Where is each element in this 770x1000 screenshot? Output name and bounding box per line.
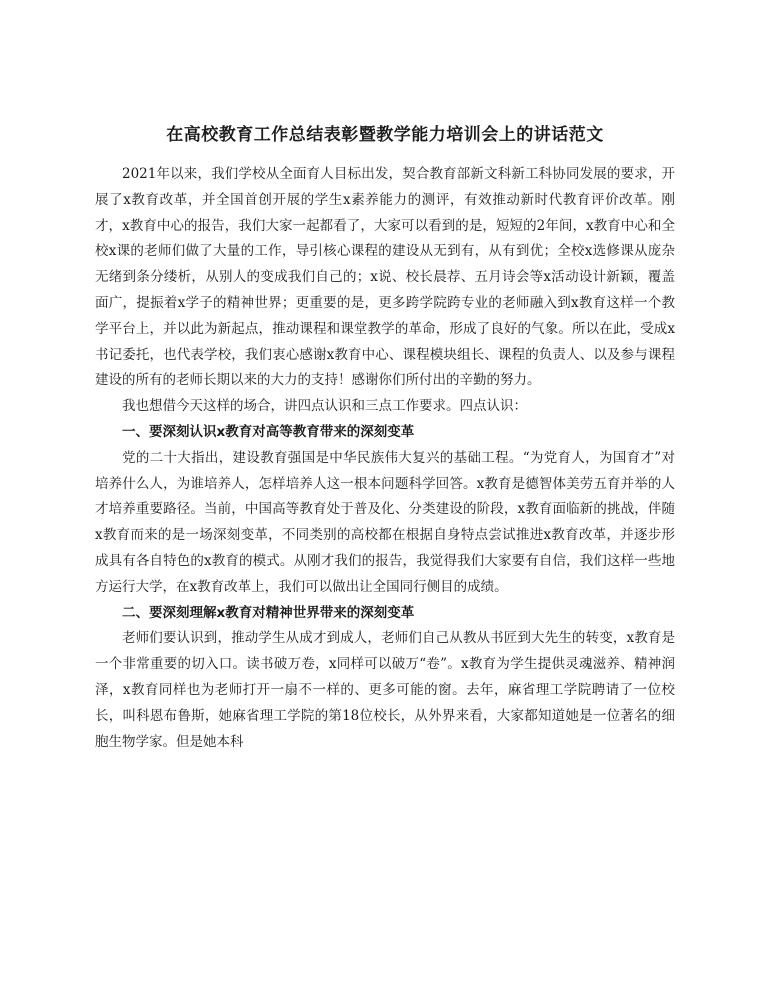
section-paragraph-2: 老师们要认识到，推动学生从成才到成人，老师们自己从教从书匠到大先生的转变，x教育是一个非常重要的切入口。读书破万卷，x同样可以破万“卷”。x教育为学生提供灵魂滋养、精神润泽，x教育同样也为老师打开一扇不一样的、更多可能的窗。去年，麻省理工学院聘请了一位校长，叫科恩布鲁斯，她麻省理工学院的第18位校长，从外界来看，大家都知道她是一位著名的细胞生物学家。但是她本科: [95, 630, 675, 750]
paragraph-intro: 2021年以来，我们学校从全面育人目标出发，契合教育部新文科新工科协同发展的要求，开展了x教育改革，并全国首创开展的学生x素养能力的测评，有效推动新时代教育评价改革。刚才，x教育中心的报告，我们大家一起都看了，大家可以看到的是，短短的2年间，x教育中心和全校x课的老师们做了大量的工作，导引核心课程的建设从无到有，从有到优；全校x选修课从庞杂无绪到条分缕析，从别人的变成我们自己的；x说、校长晨荐、五月诗会等x活动设计新颖，覆盖面广，提振着x学子的精神世界；更重要的是，更多跨学院跨专业的老师融入到x教育这样一个教学平台上，并以此为新起点，推动课程和课堂教学的革命，形成了良好的气象。所以在此，受成x书记委托，也代表学校，我们衷心感谢x教育中心、课程模块组长、课程的负责人、以及参与课程建设的所有的老师长期以来的大力的支持！感谢你们所付出的辛勤的努力。: [95, 166, 675, 389]
document-title: 在高校教育工作总结表彰暨教学能力培训会上的讲话范文: [166, 125, 604, 145]
section-heading-2: 二、要深刻理解x教育对精神世界带来的深刻变革: [122, 604, 415, 621]
section-paragraph-1: 党的二十大指出，建设教育强国是中华民族伟大复兴的基础工程。“为党育人，为国育才”对培养什么人，为谁培养人，怎样培养人这一根本问题科学回答。x教育是德智体美劳五育并举的人才培养重要路径。当前，中国高等教育处于普及化、分类建设的阶段，x教育面临新的挑战，伴随x教育而来的是一场深刻变革，不同类别的高校都在根据自身特点尝试推进x教育改革，并逐步形成具有各自特色的x教育的模式。从刚才我们的报告，我觉得我们大家要有自信，我们这样一些地方运行大学，在x教育改革上，我们可以做出让全国同行侧目的成绩。: [95, 449, 675, 595]
document-body: [95, 162, 675, 755]
paragraph-four-points: 我也想借今天这样的场合，讲四点认识和三点工作要求。四点认识：: [122, 398, 527, 415]
section-heading-1: 一、要深刻认识x教育对高等教育带来的深刻变革: [122, 423, 415, 440]
